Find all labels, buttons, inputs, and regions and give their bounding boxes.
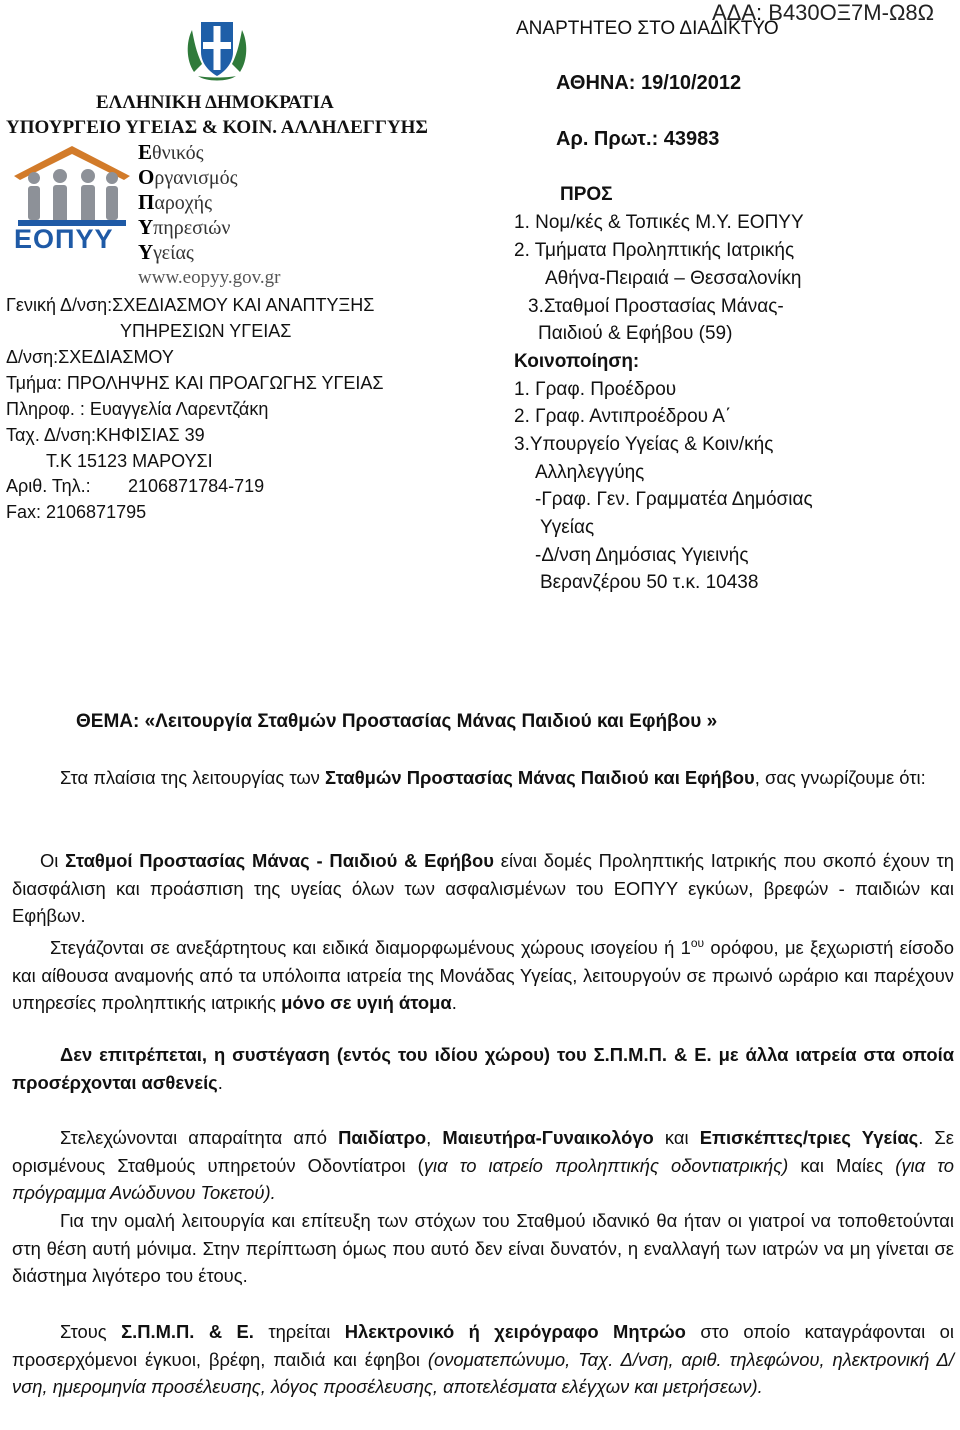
cc-label: Κοινοποίηση: bbox=[514, 351, 640, 372]
sender-postcode: Τ.Κ 15123 ΜΑΡΟΥΣΙ bbox=[46, 451, 213, 471]
eopyy-word-5: Υγείας bbox=[138, 240, 194, 264]
eopyy-word-4: Υπηρεσιών bbox=[138, 215, 231, 239]
paragraph-definition: Οι Σταθμοί Προστασίας Μάνας - Παιδιού & Εφήβου είναι δομές Προληπτικής Ιατρικής που σκοπό έχουν τη διασφάλιση και προάσπιση της υγείας όλων των ασφαλισμένων του ΕΟΠΥΥ εγκύων, βρεφών - παιδιών και Εφήβων. bbox=[12, 850, 954, 927]
recipient-3-cont: Παιδιού & Εφήβου (59) bbox=[538, 323, 733, 344]
cc-3-cont-2: -Γραφ. Γεν. Γραμματέα Δημόσιας bbox=[535, 489, 813, 510]
sender-address: Ταχ. Δ/νση:ΚΗΦΙΣΙΑΣ 39 bbox=[6, 425, 205, 445]
protocol-number: Αρ. Πρωτ.: 43983 bbox=[556, 128, 720, 150]
cc-1: 1. Γραφ. Προέδρου bbox=[514, 379, 677, 400]
paragraph-staffing: Στελεχώνονται απαραίτητα από Παιδίατρο, Μαιευτήρα-Γυναικολόγο και Επισκέπτες/τριες Υγείας. Σε ορισμένους Σταθμούς υπηρετούν Οδοντίατροι (για το ιατρείο προληπτικής οδοντιατρικής) και Μαίες (για το πρόγραμμα Ανώδυνου Τοκετού). bbox=[12, 1127, 954, 1204]
eopyy-word-3: Παροχής bbox=[138, 190, 213, 214]
paragraph-permanence: Για την ομαλή λειτουργία και επίτευξη των στόχων του Σταθμού ιδανικό θα ήταν οι γιατροί να τοποθετούνται στη θέση αυτή μόνιμα. Στην περίπτωση όμως που αυτό δεν είναι δυνατόν, η εναλλαγή των ιατρών να μη γίνεται σε διάστημα λιγότερο του έτους. bbox=[12, 1210, 954, 1287]
paragraph-registry: Στους Σ.Π.Μ.Π. & Ε. τηρείται Ηλεκτρονικό ή χειρόγραφο Μητρώο στο οποίο καταγράφονται οι προσερχόμενοι έγκυοι, βρέφη, παιδιά και έφηβοι (ονοματεπώνυμο, Ταχ. Δ/νση, αριθ. τηλεφώνου, ηλεκτρονική Δ/νση, ημερομηνία προσέλευσης, λόγος προσέλευσης, αποτελέσματα ελέγχων και μετρήσεων). bbox=[12, 1321, 955, 1398]
cc-3-cont-4: -Δ/νση Δημόσιας Υγιεινής bbox=[535, 545, 749, 566]
sender-department: Τμήμα: ΠΡΟΛΗΨΗΣ ΚΑΙ ΠΡΟΑΓΩΓΗΣ ΥΓΕΙΑΣ bbox=[6, 373, 384, 393]
cc-3-cont-3: Υγείας bbox=[540, 517, 595, 538]
recipient-2: 2. Τμήματα Προληπτικής Ιατρικής bbox=[514, 240, 795, 261]
recipient-1: 1. Νομ/κές & Τοπικές Μ.Υ. ΕΟΠΥΥ bbox=[514, 212, 804, 233]
cc-3-cont-5: Βερανζέρου 50 τ.κ. 10438 bbox=[540, 572, 759, 593]
to-label: ΠΡΟΣ bbox=[560, 184, 613, 205]
sender-directorate: Δ/νση:ΣΧΕΔΙΑΣΜΟΥ bbox=[6, 347, 174, 367]
cc-3: 3.Υπουργείο Υγείας & Κοιν/κής bbox=[514, 434, 774, 455]
sender-phone: 2106871784-719 bbox=[128, 476, 265, 496]
recipient-3: 3.Σταθμοί Προστασίας Μάνας- bbox=[528, 296, 784, 317]
paragraph-prohibition: Δεν επιτρέπεται, η συστέγαση (εντός του ιδίου χώρου) του Σ.Π.Μ.Π. & Ε. με άλλα ιατρεία στα οποία προσέρχονται ασθενείς. bbox=[12, 1044, 954, 1093]
cc-3-cont-1: Αλληλεγγύης bbox=[535, 462, 645, 483]
subject-line: ΘΕΜΑ: «Λειτουργία Σταθμών Προστασίας Μάνας Παιδιού και Εφήβου » bbox=[76, 711, 718, 732]
sender-contact-person: Πληροφ. : Ευαγγελία Λαρεντζάκη bbox=[6, 399, 269, 419]
eopyy-url: www.eopyy.gov.gr bbox=[138, 267, 281, 288]
sender-phone-label: Αριθ. Τηλ.: bbox=[6, 476, 91, 496]
cc-2: 2. Γραφ. Αντιπροέδρου Α΄ bbox=[514, 406, 732, 427]
eopyy-acronym: ΕΟΠΥΥ bbox=[14, 224, 114, 254]
document-date: ΑΘΗΝΑ: 19/10/2012 bbox=[556, 72, 742, 94]
ada-code: ΑΔΑ: Β430ΟΞ7Μ-Ω8Ω bbox=[712, 0, 935, 25]
posted-online-label: ΑΝΑΡΤΗΤΕΟ ΣΤΟ ΔΙΑΔΙΚΤΥΟ bbox=[516, 18, 779, 39]
recipient-2-cont: Αθήνα-Πειραιά – Θεσσαλονίκη bbox=[545, 268, 802, 289]
paragraph-intro: Στα πλαίσια της λειτουργίας των Σταθμών Προστασίας Μάνας Παιδιού και Εφήβου, σας γνωρίζουμε ότι: bbox=[60, 767, 926, 788]
sender-general-directorate-cont: ΥΠΗΡΕΣΙΩΝ ΥΓΕΙΑΣ bbox=[120, 321, 292, 341]
eopyy-word-2: Οργανισμός bbox=[138, 165, 238, 189]
sender-fax: Fax: 2106871795 bbox=[6, 502, 147, 522]
eopyy-word-1: Εθνικός bbox=[138, 140, 204, 164]
sender-general-directorate: Γενική Δ/νση:ΣΧΕΔΙΑΣΜΟΥ ΚΑΙ ΑΝΑΠΤΥΞΗΣ bbox=[6, 295, 375, 315]
ministry-title: ΥΠΟΥΡΓΕΙΟ ΥΓΕΙΑΣ & ΚΟΙΝ. ΑΛΛΗΛΕΓΓΥΗΣ bbox=[6, 117, 428, 138]
republic-title: ΕΛΛΗΝΙΚΗ ΔΗΜΟΚΡΑΤΙΑ bbox=[96, 92, 334, 113]
paragraph-housing: Στεγάζονται σε ανεξάρτητους και ειδικά διαμορφωμένους χώρους ισογείου ή $1^{o\upsilon}$ ορόφου, με ξεχωριστή είσοδο και αίθουσα αναμονής από τα υπόλοιπα ιατρεία της Μονάδας Υγείας, λειτουργούν σε πρωινό ωράριο και παρέχουν υπηρεσίες προληπτικής ιατρικής μόνο σε υγιή άτομα. bbox=[12, 936, 955, 1014]
